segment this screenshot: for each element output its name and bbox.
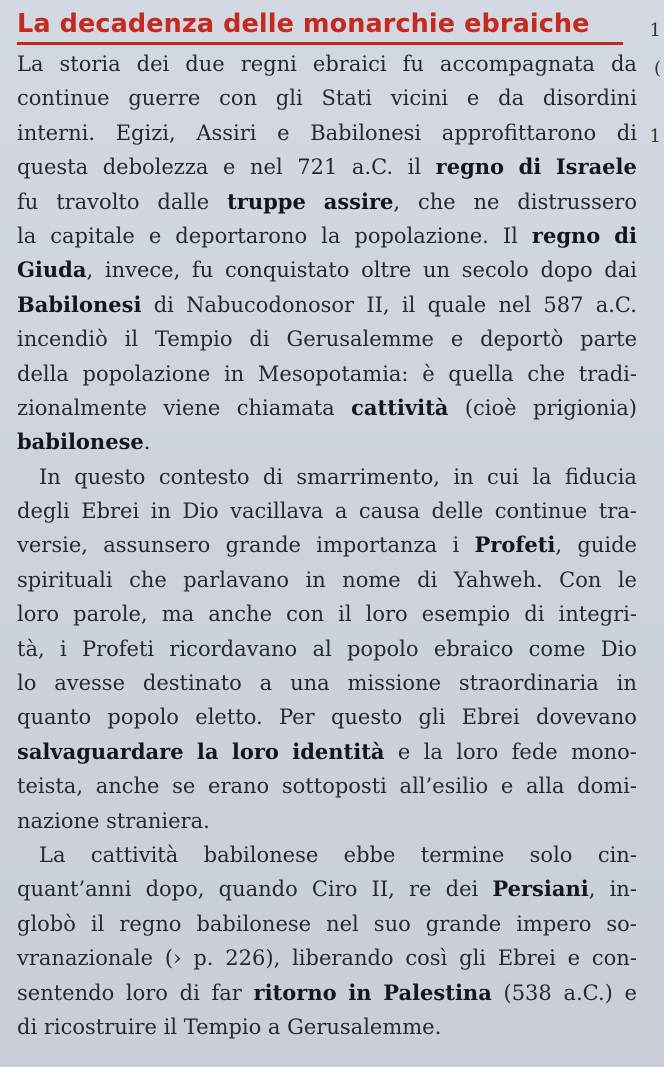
word: regno [531,222,601,248]
word: di [417,567,438,592]
word: della [17,361,69,386]
word: sottoposti [281,774,387,799]
text-line [17,322,637,356]
word: e [624,980,637,1005]
word: suo [373,911,411,936]
word: Palestina [383,979,492,1005]
word: vranazionale [17,946,154,971]
text-run: . [143,430,151,455]
word: fu [402,52,424,76]
word: in [616,671,637,696]
word: questo [74,464,146,489]
word: truppe [227,188,306,214]
word: fede [511,739,558,764]
word: destinato [142,671,242,696]
word: loro [456,739,499,764]
word: questa [17,155,89,180]
word: guerre [128,86,201,111]
word: mono- [571,739,637,764]
word: sentendo [17,980,115,1005]
word: versie, [17,533,88,558]
word: dovevano [536,705,637,730]
word: Israele [555,154,637,180]
word: dai [604,258,637,283]
word: continue [17,86,110,111]
word: Persiani, [492,876,596,902]
word: tà, [17,636,45,661]
word: loro [365,602,408,627]
text-line [17,563,637,597]
word: con [219,86,257,111]
word: Con [559,567,602,592]
word: dopo, [145,877,205,902]
word: La [39,842,66,867]
text-line [17,838,637,872]
text-line [17,219,637,253]
text-line [17,253,637,287]
word: di [179,980,200,1005]
word: di [614,222,637,248]
word: Dio [182,499,219,524]
word: avesse [54,671,126,696]
word: Ebrei [81,499,140,524]
word: 721 [297,155,338,180]
word: incendiò [17,327,108,352]
margin-mark: 1 [649,126,661,147]
word: guide [577,533,637,558]
word: vacillava [230,499,324,524]
word: in [348,979,372,1005]
word: Stati [321,86,372,111]
word: re [409,877,432,902]
word: oltre [361,258,412,283]
word: 587 [543,292,584,317]
text-line [17,666,637,700]
word: (538 [503,980,552,1005]
word: è [422,361,435,386]
word: quando [218,877,298,902]
word: in [453,464,474,489]
word: quella [448,361,514,386]
word: II, [371,877,395,902]
text-line [17,941,637,975]
word: assunsero [103,533,211,558]
word: loro [231,738,279,764]
text-line [17,976,637,1010]
text-line [17,116,637,150]
word: delle [431,499,484,524]
word: di [524,602,545,627]
word: da [610,52,637,76]
word: Gerusalemme [286,327,434,352]
text-line [17,1010,637,1044]
word: globò [17,911,76,936]
word: Egizi, [115,120,176,145]
word: fu [17,189,39,214]
word: di [249,327,270,352]
text-line [17,872,637,906]
text-line [17,460,637,494]
text-line [17,769,637,803]
word: che [417,189,456,214]
word: in [150,499,171,524]
word: se [172,774,196,799]
word: dopo [540,258,593,283]
word: Profeti, [474,532,563,558]
word: capitale [50,223,135,248]
word: a.C.) [563,980,613,1005]
word: impero [516,911,592,936]
word: p. [193,946,214,971]
text-line [17,391,637,425]
bold-term: babilonese [17,429,144,455]
word: Mesopotamia: [257,361,409,386]
word: deportò [480,327,564,352]
word: un [423,258,451,283]
word: grande [225,533,301,558]
word: e [148,223,162,248]
word: ebraico [433,636,514,661]
word: integri- [558,602,637,627]
word: e [277,120,290,145]
word: la [423,739,443,764]
word: in- [609,877,637,902]
word: e [567,946,581,971]
word: lo [17,671,37,696]
word: vicini [390,86,449,111]
word: quanto [17,705,92,730]
word: so- [606,911,637,936]
word: storia [59,52,121,76]
margin-mark: ( [653,58,661,79]
word: cui [486,464,519,489]
word: causa [358,499,421,524]
word: la [532,464,552,489]
text-line [17,804,637,838]
word: e [466,86,480,111]
word: Profeti [81,636,155,661]
word: cattività [351,394,449,420]
word: anche [95,774,160,799]
word: il [90,911,105,936]
word: liberando [292,946,394,971]
word: secolo [461,258,529,283]
word: che [527,361,566,386]
word: di [616,120,637,145]
word: viene [163,395,221,420]
word: ebbe [343,842,396,867]
word: regno [435,154,505,180]
word: erano [208,774,270,799]
word: parlavano [183,567,290,592]
text-line [17,357,637,391]
word: nel [498,292,532,317]
word: il [401,292,416,317]
word: la [196,738,219,764]
word: babilonese [196,911,312,936]
word: anche [208,602,272,627]
word: tradi- [578,361,637,386]
text-line [17,425,637,459]
text-line [17,597,637,631]
word: Dio [600,636,637,661]
word: esempio [421,602,511,627]
word: degli [17,499,70,524]
word: a.C. [351,155,394,180]
word: Ebrei [461,705,520,730]
word: quant’anni [17,877,132,902]
word: una [290,671,330,696]
word: identità [292,738,385,764]
word: dei [136,52,170,76]
word: il [407,155,422,180]
word: regni [240,52,297,76]
word: a.C. [595,292,637,317]
word: travolto [56,189,140,214]
word: loro [17,602,60,627]
word: gli [459,946,487,971]
word: gli [275,86,303,111]
word: due [185,52,225,76]
text-line [17,632,637,666]
word: distrussero [517,189,637,214]
word: In [39,464,61,489]
word: 226), [225,946,281,971]
word: debolezza [102,155,209,180]
word: e [500,774,514,799]
text-run: nazione straniera. [17,808,210,833]
word: II, [366,292,390,317]
word: approfittarono [441,120,597,145]
word: a [259,671,273,696]
word: la [17,223,37,248]
word: accompagnata [439,52,595,76]
word: di [518,154,542,180]
word: popolazione [82,361,211,386]
word: al [312,636,332,661]
word: popolazione. [354,223,489,248]
word: il [124,327,139,352]
word: regno [119,911,182,936]
word: babilonese [203,842,319,867]
word: domi- [577,774,637,799]
word: parte [580,327,637,352]
text-line [17,907,637,941]
word: (› [164,946,182,971]
word: le [617,567,637,592]
word: Babilonesi [17,291,142,317]
word: nel [326,911,359,936]
word: a [334,499,348,524]
word: eletto. [195,705,263,730]
word: missione [347,671,441,696]
word: e [397,739,411,764]
word: così [405,946,448,971]
word: Tempio [154,327,233,352]
word: ma [161,602,195,627]
word: di [262,464,283,489]
word: dei [445,877,479,902]
word: Nabucodonosor [186,292,355,317]
word: Assiri [196,120,257,145]
word: Per [278,705,315,730]
word: ricordavano [169,636,298,661]
word: nome [342,567,401,592]
word: ne [473,189,500,214]
body-text [17,47,637,1044]
word: importanza [316,533,438,558]
word: la [321,223,341,248]
word: da [498,86,525,111]
text-line [17,47,637,81]
word: nel [250,155,283,180]
word: quale [427,292,487,317]
word: salvaguardare [17,738,184,764]
word: teista, [17,774,83,799]
word: ebraici [312,52,387,76]
section-title: La decadenza delle monarchie ebraiche [17,9,590,39]
word: cattività [90,842,179,867]
word: deportarono [175,223,308,248]
text-line [17,735,637,769]
word: con- [591,946,637,971]
word: invece, [104,258,181,283]
word: zionalmente [17,395,147,420]
word: con [286,602,325,627]
word: e [450,327,464,352]
word: dalle [157,189,210,214]
word: parole, [73,602,148,627]
word: tra- [598,499,637,524]
word: gli [418,705,446,730]
word: assire, [323,188,401,214]
word: popolo [107,705,179,730]
document-page [17,8,637,1044]
word: all’esilio [399,774,489,799]
text-line [17,494,637,528]
word: come [528,636,586,661]
word: far [211,980,242,1005]
word: straordinaria [458,671,599,696]
word: alla [525,774,565,799]
word: Giuda, [17,257,94,283]
word: grande [425,911,502,936]
text-line [17,185,637,219]
word: disordini [542,86,637,111]
word: solo [529,842,573,867]
word: interni. [17,120,96,145]
word: termine [420,842,505,867]
word: smarrimento, [296,464,440,489]
word: chiamata [236,395,335,420]
word: fu [191,258,214,283]
word: ritorno [253,979,337,1005]
word: in [223,361,245,386]
word: il [338,602,352,627]
text-line [17,700,637,734]
word: loro [125,980,168,1005]
word: Ebrei [497,946,556,971]
text-line [17,81,637,115]
text-run: di ricostruire il Tempio a Gerusalemme. [17,1014,442,1039]
word: Yahweh. [453,567,543,592]
word: che [129,567,167,592]
text-line [17,288,637,322]
word: di [153,292,174,317]
word: Ciro [311,877,358,902]
text-line [17,528,637,562]
word: e [223,155,236,180]
text-line [17,150,637,184]
word: continue [494,499,588,524]
word: cin- [597,842,637,867]
word: spirituali [17,567,113,592]
margin-mark: 1 [649,20,661,41]
word: (cioè [464,395,517,420]
word: Babilonesi [310,120,422,145]
word: conquistato [224,258,350,283]
title-underline [17,42,623,45]
word: i [59,636,67,661]
word: La [17,52,44,76]
word: popolo [346,636,419,661]
word: fiducia [564,464,637,489]
word: in [305,567,326,592]
word: contesto [158,464,250,489]
word: i [452,533,460,558]
word: prigionia) [533,395,637,420]
word: Il [502,223,518,248]
word: questo [330,705,403,730]
